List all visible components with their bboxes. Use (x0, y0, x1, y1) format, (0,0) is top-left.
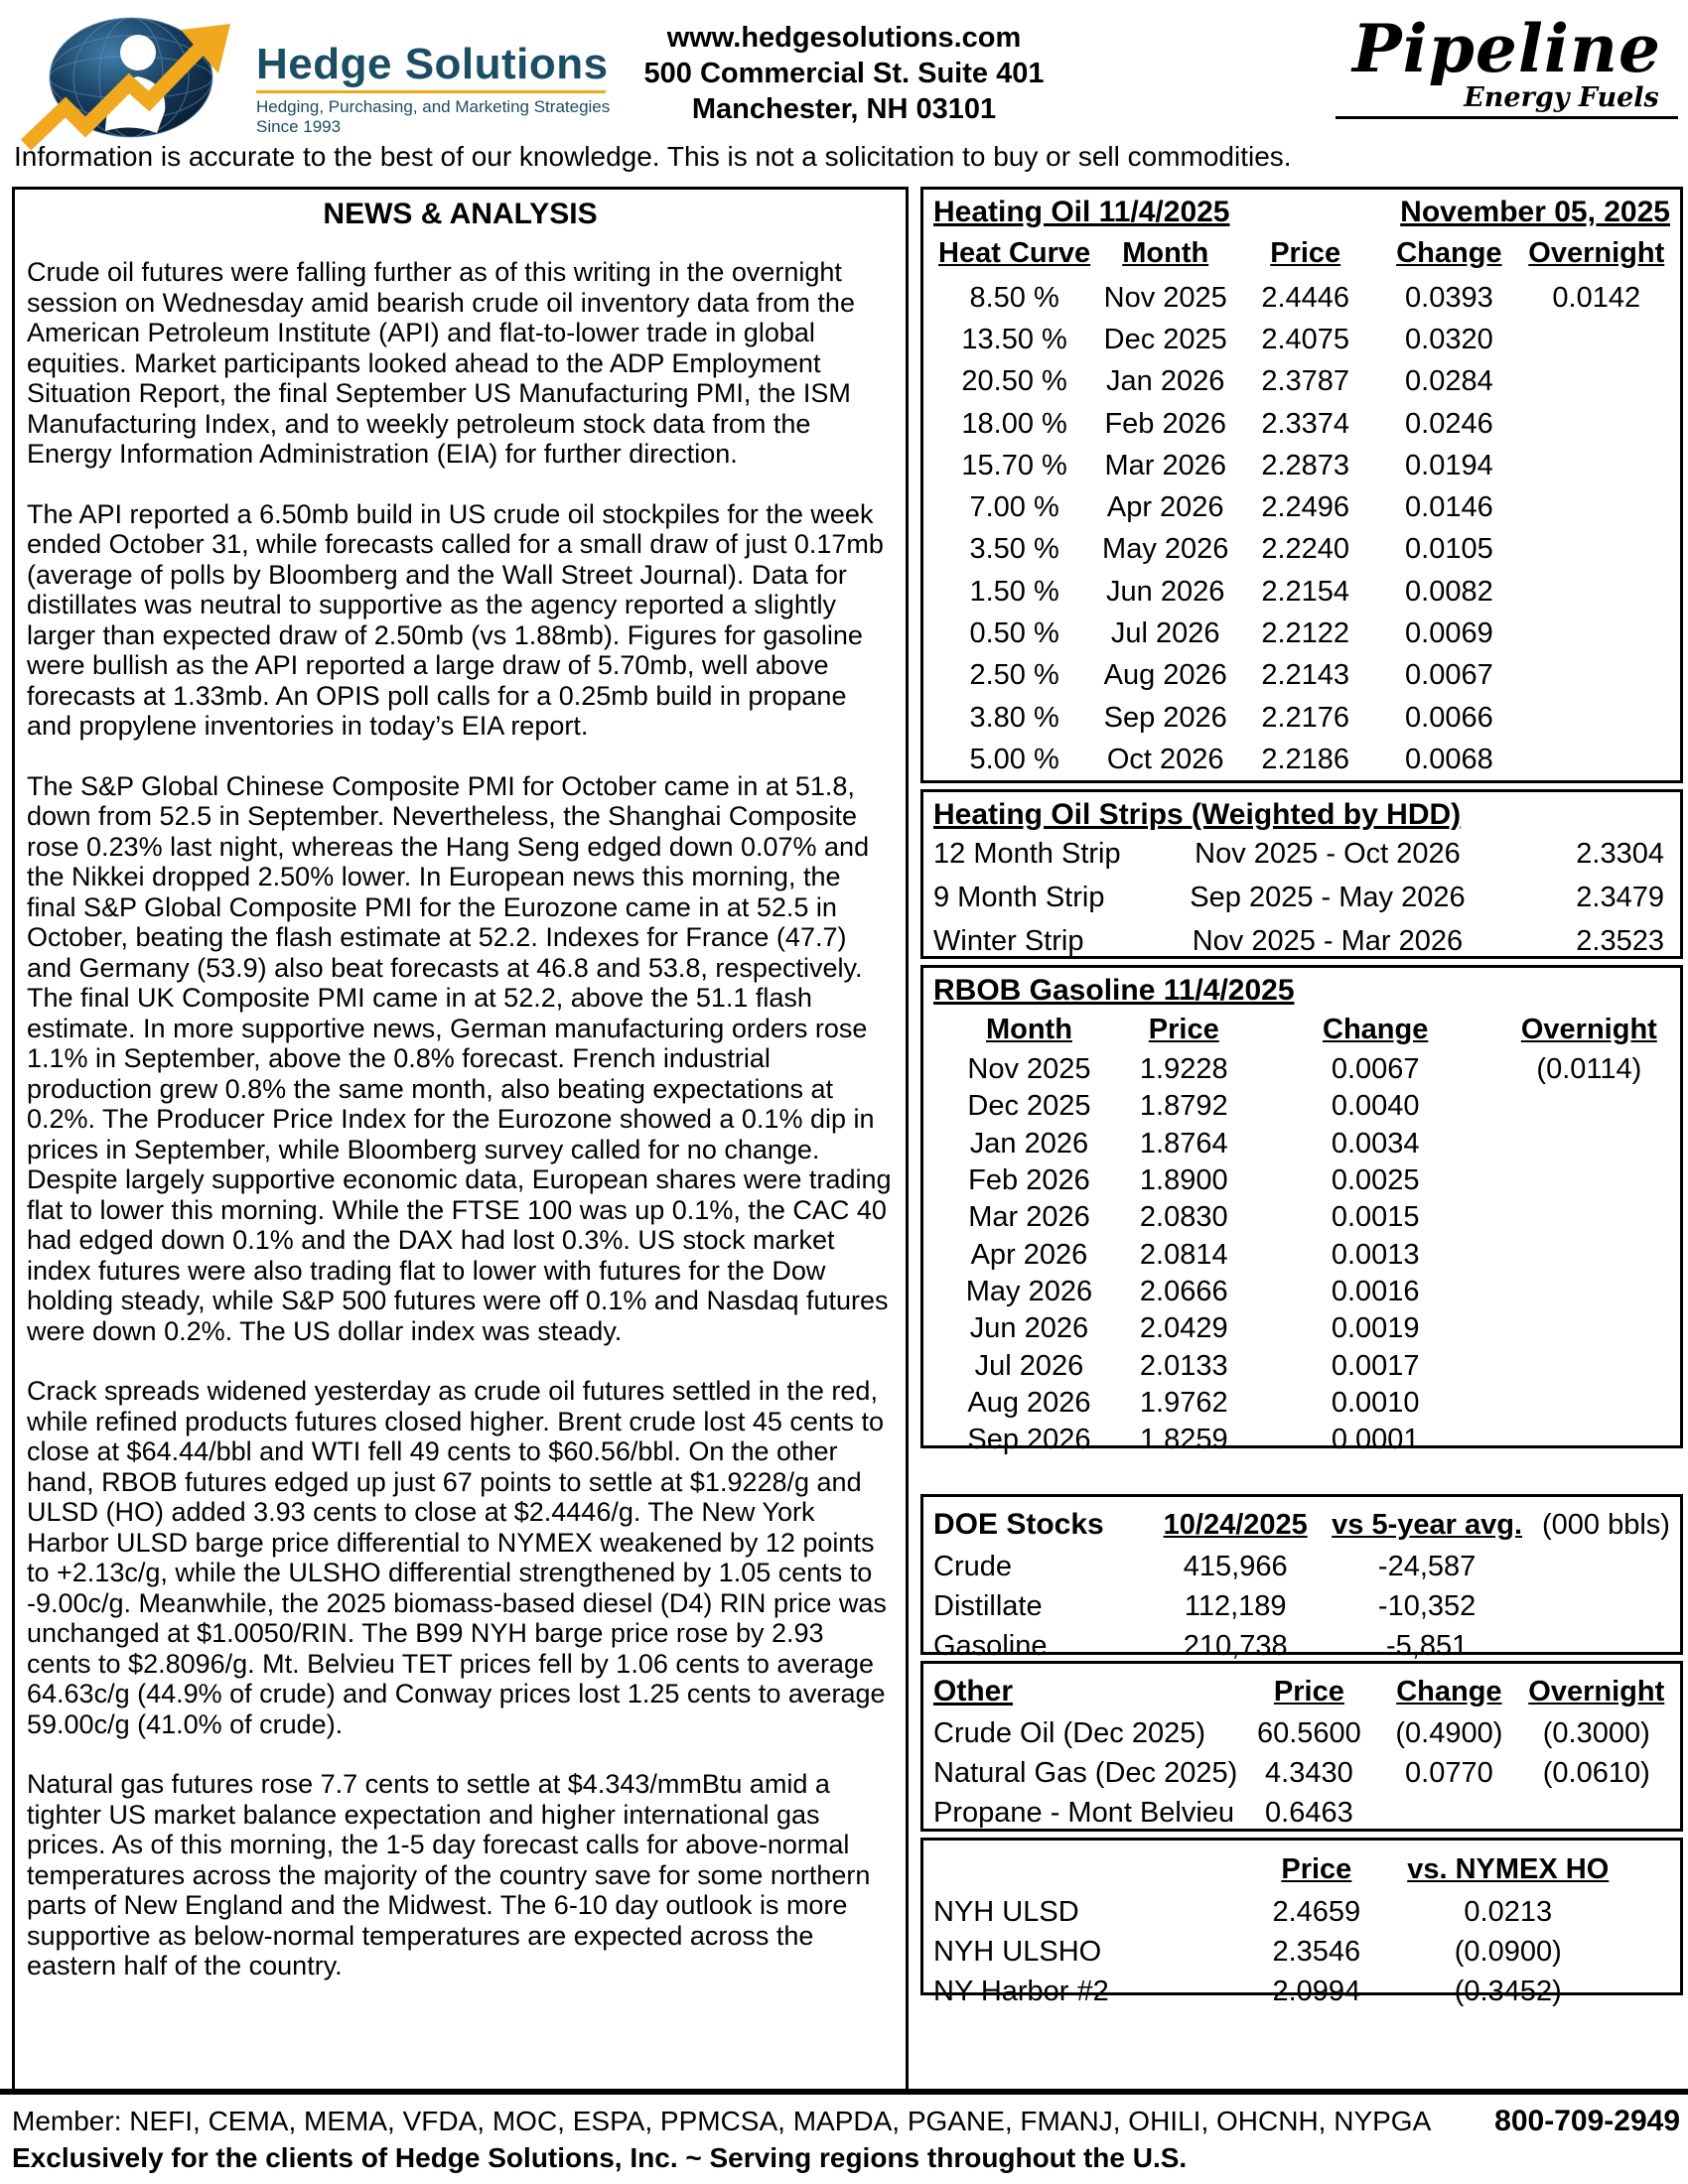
table-row (933, 445, 1670, 486)
commodity-label: Crude Oil (Dec 2025) (933, 1716, 1205, 1749)
vs-nymex: (0.0900) (1454, 1935, 1562, 1968)
price: 2.2176 (1261, 701, 1350, 734)
table-row (933, 571, 1670, 613)
change: 0.0034 (1331, 1127, 1420, 1160)
price: 2.0429 (1139, 1312, 1228, 1345)
stock-vs: -24,587 (1377, 1550, 1477, 1582)
month: Nov 2025 (1103, 281, 1227, 314)
price: 2.4075 (1261, 323, 1350, 355)
col-price: Price (1148, 1013, 1219, 1045)
doe-stocks-panel (920, 1494, 1683, 1662)
table-row (933, 1547, 1670, 1586)
change: 0.0025 (1331, 1164, 1420, 1197)
month: Jan 2026 (969, 1127, 1089, 1160)
strip-value: 2.3523 (1576, 924, 1664, 957)
col-price: Price (1281, 1852, 1352, 1885)
change: 0.0068 (1405, 743, 1493, 775)
strips-title: Heating Oil Strips (Weighted by HDD) (933, 798, 1462, 831)
footer-divider-rule (0, 2089, 1688, 2095)
month: Apr 2026 (970, 1238, 1088, 1271)
month: Dec 2025 (967, 1090, 1091, 1123)
price: 2.2122 (1261, 617, 1350, 650)
month: Sep 2026 (967, 1424, 1091, 1456)
month: Jul 2026 (974, 1349, 1084, 1382)
month: Mar 2026 (968, 1201, 1090, 1234)
change: 0.0016 (1331, 1275, 1420, 1307)
col-change: Change (1396, 1675, 1502, 1707)
strip-label: Winter Strip (933, 924, 1084, 957)
address-website: www.hedgesolutions.com (666, 22, 1022, 54)
price: 1.9762 (1139, 1386, 1228, 1419)
doe-title: DOE Stocks (933, 1508, 1104, 1541)
table-row (933, 1793, 1670, 1833)
table-row (933, 876, 1670, 919)
table-row (933, 319, 1670, 360)
price: 2.2873 (1261, 449, 1350, 481)
price: 1.8792 (1139, 1090, 1228, 1123)
table-row (933, 1932, 1670, 1972)
heat-curve: 13.50 % (961, 323, 1067, 355)
overnight: (0.0610) (1542, 1756, 1650, 1789)
price: 2.0133 (1139, 1349, 1228, 1382)
stock-value: 112,189 (1184, 1589, 1287, 1622)
table-row (933, 1972, 1670, 2011)
price: 2.0830 (1139, 1201, 1228, 1234)
col-month: Month (985, 1013, 1072, 1045)
table-row (933, 1199, 1670, 1236)
heat-curve: 7.00 % (969, 491, 1059, 524)
doe-units: (000 bbls) (1541, 1508, 1670, 1541)
price: 0.6463 (1265, 1796, 1353, 1829)
pipeline-logo-name: Pipeline (1352, 10, 1661, 87)
table-row (933, 1422, 1670, 1458)
price: 2.2154 (1261, 575, 1350, 608)
col-change: Change (1323, 1013, 1429, 1045)
pipeline-logo-subtitle: Energy Fuels (1464, 82, 1659, 113)
table-row (933, 529, 1670, 571)
vs-nymex: 0.0213 (1464, 1895, 1553, 1928)
news-paragraph: The S&P Global Chinese Composite PMI for October came in at 51.8, down from 52.5 in September. Nevertheless, the Shanghai Composite rose 0.23% last night, whereas the Hang Seng edged down 0.07% and the Nikkei dropped 2.50% lower. In European news this morning, the final S&P Global Composite PMI for the Eurozone came in at 52.5 in October, beating the flash estimate at 52.2. Indexes for France (47.7) and Germany (53.9) also beat forecasts at 46.8 and 53.8, respectively. The final UK Composite PMI came in at 52.2, above the 51.1 flash estimate. In more supportive news, German manufacturing orders rose 1.1% in September, above the 0.8% forecast. French industrial production grew 0.8% the same month, also beating expectations at 0.2%. The Producer Price Index for the Eurozone showed a 0.1% dip in prices in September, while Bloomberg survey called for no change. Despite largely supportive economic data, European shares were trading flat to lower this morning. While the FTSE 100 was up 0.1%, the CAC 40 had edged down 0.1% and the DAX had lost 0.3%. US stock market index futures were also trading flat to lower with futures for the Dow holding steady, while S&P 500 futures were off 0.1% and Nasdaq futures were down 0.2%. The US dollar index was steady. (27, 770, 892, 1346)
change: 0.0010 (1331, 1386, 1420, 1419)
heating-oil-header-row (933, 229, 1670, 277)
stock-label: Distillate (933, 1589, 1043, 1622)
change: 0.0017 (1331, 1349, 1420, 1382)
product-label: NYH ULSD (933, 1895, 1079, 1928)
footer-member-row (12, 2105, 1680, 2138)
overnight: (0.3000) (1542, 1716, 1650, 1749)
heat-curve: 8.50 % (969, 281, 1059, 314)
month: Mar 2026 (1104, 449, 1226, 481)
table-row (933, 1126, 1670, 1162)
table-row (933, 1626, 1670, 1666)
heating-oil-strips-panel (920, 789, 1683, 959)
address-street: 500 Commercial St. Suite 401 (643, 58, 1045, 89)
price: 1.8764 (1139, 1127, 1228, 1160)
heating-oil-title: Heating Oil 11/4/2025 (933, 196, 1230, 228)
logo-tagline: Hedging, Purchasing, and Marketing Strategies Since 1993 (256, 97, 611, 136)
month: Jun 2026 (969, 1312, 1089, 1345)
table-row (933, 697, 1670, 739)
member-associations: Member: NEFI, CEMA, MEMA, VFDA, MOC, ESPA, PPMCSA, MAPDA, PGANE, FMANJ, OHILI, OHCNH, NYPGA (12, 2106, 1432, 2136)
month: Jan 2026 (1106, 365, 1225, 398)
heat-curve: 2.50 % (969, 659, 1059, 692)
month: Feb 2026 (1104, 407, 1226, 440)
change: 0.0393 (1405, 281, 1493, 314)
change: 0.0320 (1405, 323, 1493, 355)
heat-curve: 3.50 % (969, 533, 1059, 566)
footer-tagline: Exclusively for the clients of Hedge Solutions, Inc. ~ Serving regions throughout the U.S. (12, 2142, 1188, 2173)
change: 0.0082 (1405, 575, 1493, 608)
stock-vs: -5,851 (1385, 1629, 1469, 1662)
table-row (933, 486, 1670, 528)
table-row (933, 655, 1670, 697)
month: May 2026 (965, 1275, 1093, 1307)
ny-harbor-panel (920, 1838, 1683, 2007)
doe-date: 10/24/2025 (1163, 1508, 1308, 1541)
nymex-header-row (933, 1846, 1670, 1892)
price: 2.4659 (1272, 1895, 1361, 1928)
phone-number: 800-709-2949 (1494, 2105, 1680, 2137)
strip-range: Nov 2025 - Oct 2026 (1195, 837, 1461, 870)
table-row (933, 919, 1670, 963)
change: 0.0069 (1405, 617, 1493, 650)
commodity-label: Propane - Mont Belvieu (933, 1796, 1235, 1829)
month: Feb 2026 (968, 1164, 1090, 1197)
price: 2.0994 (1272, 1975, 1361, 2007)
col-vs-nymex-ho: vs. NYMEX HO (1407, 1852, 1610, 1885)
price: 1.8259 (1139, 1424, 1228, 1456)
table-row (933, 613, 1670, 654)
table-row (933, 832, 1670, 876)
month: Oct 2026 (1106, 743, 1224, 775)
vs-nymex: (0.3452) (1454, 1975, 1562, 2007)
doe-header-row (933, 1503, 1670, 1547)
stock-label: Crude (933, 1550, 1012, 1582)
commodity-label: Natural Gas (Dec 2025) (933, 1756, 1238, 1789)
table-row (933, 1713, 1670, 1753)
change: 0.0067 (1331, 1053, 1420, 1086)
heat-curve: 3.80 % (969, 701, 1059, 734)
table-row (933, 1162, 1670, 1199)
table-row (933, 1310, 1670, 1347)
price: 2.4446 (1261, 281, 1350, 314)
pipeline-logo-rule (1336, 116, 1678, 119)
heating-oil-panel (920, 187, 1683, 783)
overnight: (0.0114) (1536, 1053, 1642, 1086)
change: 0.0067 (1405, 659, 1493, 692)
overnight: 0.0142 (1552, 281, 1641, 314)
change: 0.0001 (1331, 1424, 1420, 1456)
table-row (933, 739, 1670, 780)
strip-value: 2.3479 (1576, 881, 1664, 913)
news-paragraph: Crude oil futures were falling further as of this writing in the overnight session on Wednesday amid bearish crude oil inventory data from the American Petroleum Institute (API) and flat-to-lower trade in global equities. Market participants looked ahead to the ADP Employment Situation Report, the final September US Manufacturing PMI, the ISM Manufacturing Index, and to weekly petroleum stock data from the Energy Information Administration (EIA) for further direction. (27, 257, 855, 469)
news-title: NEWS & ANALYSIS (323, 198, 598, 230)
change: 0.0019 (1331, 1312, 1420, 1345)
price: 60.5600 (1256, 1716, 1361, 1749)
change: 0.0770 (1405, 1756, 1493, 1789)
stock-label: Gasoline (933, 1629, 1048, 1662)
col-overnight: Overnight (1528, 236, 1665, 269)
strip-range: Sep 2025 - May 2026 (1190, 881, 1466, 913)
price: 2.0666 (1139, 1275, 1228, 1307)
month: Dec 2025 (1103, 323, 1227, 355)
news-paragraph: The API reported a 6.50mb build in US crude oil stockpiles for the week ended October 31, while forecasts called for a small draw of just 0.17mb (average of polls by Bloomberg and the Wall Street Journal). Data for distillates was neutral to supportive as the agency reported a slightly larger than expected draw of 2.50mb (vs 1.88mb). Figures for gasoline were bullish as the API reported a large draw of 5.70mb, well above forecasts at 1.33mb. An OPIS poll calls for a 0.25mb build in propane and propylene inventories in today’s EIA report. (27, 498, 884, 741)
address-city: Manchester, NH 03101 (691, 93, 997, 125)
table-row (933, 1347, 1670, 1384)
table-row (933, 1753, 1670, 1793)
news-paragraph: Crack spreads widened yesterday as crude oil futures settled in the red, while refined products futures closed higher. Brent crude lost 45 cents to close at $64.44/bbl and WTI fell 49 cents to $60.56/bbl. On the other hand, RBOB futures edged up just 67 points to settle at $1.9228/g and ULSD (HO) added 3.93 cents to close at $2.4446/g. The New York Harbor ULSD barge price differential to NYMEX weakened by 12 points to +2.13c/g, while the ULSHO differential strengthened by 1.05 cents to -9.00c/g. Meanwhile, the 2025 biomass-based diesel (D4) RIN price was unchanged at $1.0050/RIN. The B99 NYH barge price rose by 2.93 cents to $2.8096/g. Mt. Belvieu TET prices fell by 1.06 cents to average 64.63c/g (44.9% of crude) and Conway prices lost 1.25 cents to average 59.00c/g (41.0% of crude). (27, 1376, 887, 1739)
pipeline-energy-fuels-logo (1336, 10, 1678, 119)
month: Jun 2026 (1106, 575, 1225, 608)
table-row (933, 1236, 1670, 1273)
change: 0.0015 (1331, 1201, 1420, 1234)
price: 2.3787 (1261, 365, 1350, 398)
news-paragraph: Natural gas futures rose 7.7 cents to settle at $4.343/mmBtu amid a tighter US market balance expectation and higher international gas prices. As of this morning, the 1-5 day forecast calls for above-normal temperatures across the majority of the country save for some northern parts of New England and the Midwest. The 6-10 day outlook is more supportive as below-normal temperatures are expected across the eastern half of the country. (27, 1769, 871, 1980)
stock-value: 210,738 (1183, 1629, 1288, 1662)
table-row (933, 1088, 1670, 1125)
heat-curve: 1.50 % (969, 575, 1059, 608)
product-label: NY Harbor #2 (933, 1975, 1109, 2007)
heat-curve: 5.00 % (969, 743, 1059, 775)
company-address-block (556, 20, 1132, 127)
month: Apr 2026 (1106, 491, 1224, 524)
change: 0.0040 (1331, 1090, 1420, 1123)
price: 2.2240 (1261, 533, 1350, 566)
price: 2.0814 (1139, 1238, 1228, 1271)
table-row (933, 403, 1670, 445)
heat-curve: 0.50 % (969, 617, 1059, 650)
disclaimer-text: Information is accurate to the best of our knowledge. This is not a solicitation to buy or sell commodities. (14, 141, 1292, 172)
table-row (933, 277, 1670, 319)
table-row (933, 1385, 1670, 1422)
month: Sep 2026 (1103, 701, 1227, 734)
col-price: Price (1270, 236, 1341, 269)
change: 0.0013 (1331, 1238, 1420, 1271)
change: 0.0194 (1405, 449, 1493, 481)
month: Nov 2025 (967, 1053, 1091, 1086)
col-price: Price (1273, 1675, 1344, 1707)
strip-value: 2.3304 (1576, 837, 1664, 870)
rbob-gasoline-panel (920, 965, 1683, 1456)
month: Aug 2026 (967, 1386, 1091, 1419)
product-label: NYH ULSHO (933, 1935, 1102, 1968)
rbob-header-row (933, 1008, 1670, 1051)
price: 1.8900 (1139, 1164, 1228, 1197)
change: 0.0066 (1405, 701, 1493, 734)
other-commodities-panel (920, 1661, 1683, 1832)
heat-curve: 15.70 % (961, 449, 1067, 481)
rbob-title: RBOB Gasoline 11/4/2025 (933, 974, 1295, 1007)
col-overnight: Overnight (1528, 1675, 1665, 1707)
table-row (933, 361, 1670, 403)
stock-vs: -10,352 (1377, 1589, 1477, 1622)
change: 0.0146 (1405, 491, 1493, 524)
col-change: Change (1396, 236, 1502, 269)
other-header-row (933, 1670, 1670, 1713)
other-title: Other (933, 1675, 1014, 1707)
doe-vs-label: vs 5-year avg. (1332, 1508, 1523, 1541)
price: 2.2496 (1261, 491, 1350, 524)
stock-value: 415,966 (1183, 1550, 1288, 1582)
change: 0.0246 (1405, 407, 1493, 440)
price: 1.9228 (1139, 1053, 1228, 1086)
col-overnight: Overnight (1520, 1013, 1657, 1045)
table-row (933, 1586, 1670, 1626)
table-row (933, 1274, 1670, 1310)
price: 2.3374 (1261, 407, 1350, 440)
strip-label: 12 Month Strip (933, 837, 1121, 870)
news-analysis-panel (12, 187, 909, 2091)
price: 2.3546 (1272, 1935, 1361, 1968)
price: 2.2143 (1261, 659, 1350, 692)
col-heat-curve: Heat Curve (938, 236, 1091, 269)
month: Aug 2026 (1103, 659, 1227, 692)
logo-gold-rule (256, 90, 606, 93)
heat-curve: 20.50 % (961, 365, 1067, 398)
table-row (933, 1051, 1670, 1088)
change: (0.4900) (1395, 1716, 1503, 1749)
heat-curve: 18.00 % (961, 407, 1067, 440)
month: Jul 2026 (1110, 617, 1220, 650)
price: 2.2186 (1261, 743, 1350, 775)
strip-range: Nov 2025 - Mar 2026 (1192, 924, 1464, 957)
hedge-solutions-globe-logo-icon (16, 12, 252, 151)
report-date: November 05, 2025 (1400, 196, 1670, 228)
price: 4.3430 (1265, 1756, 1353, 1789)
strip-label: 9 Month Strip (933, 881, 1105, 913)
col-month: Month (1122, 236, 1209, 269)
month: May 2026 (1102, 533, 1229, 566)
table-row (933, 1892, 1670, 1932)
change: 0.0105 (1405, 533, 1493, 566)
logo-company-name: Hedge Solutions (256, 40, 609, 88)
change: 0.0284 (1405, 365, 1493, 398)
